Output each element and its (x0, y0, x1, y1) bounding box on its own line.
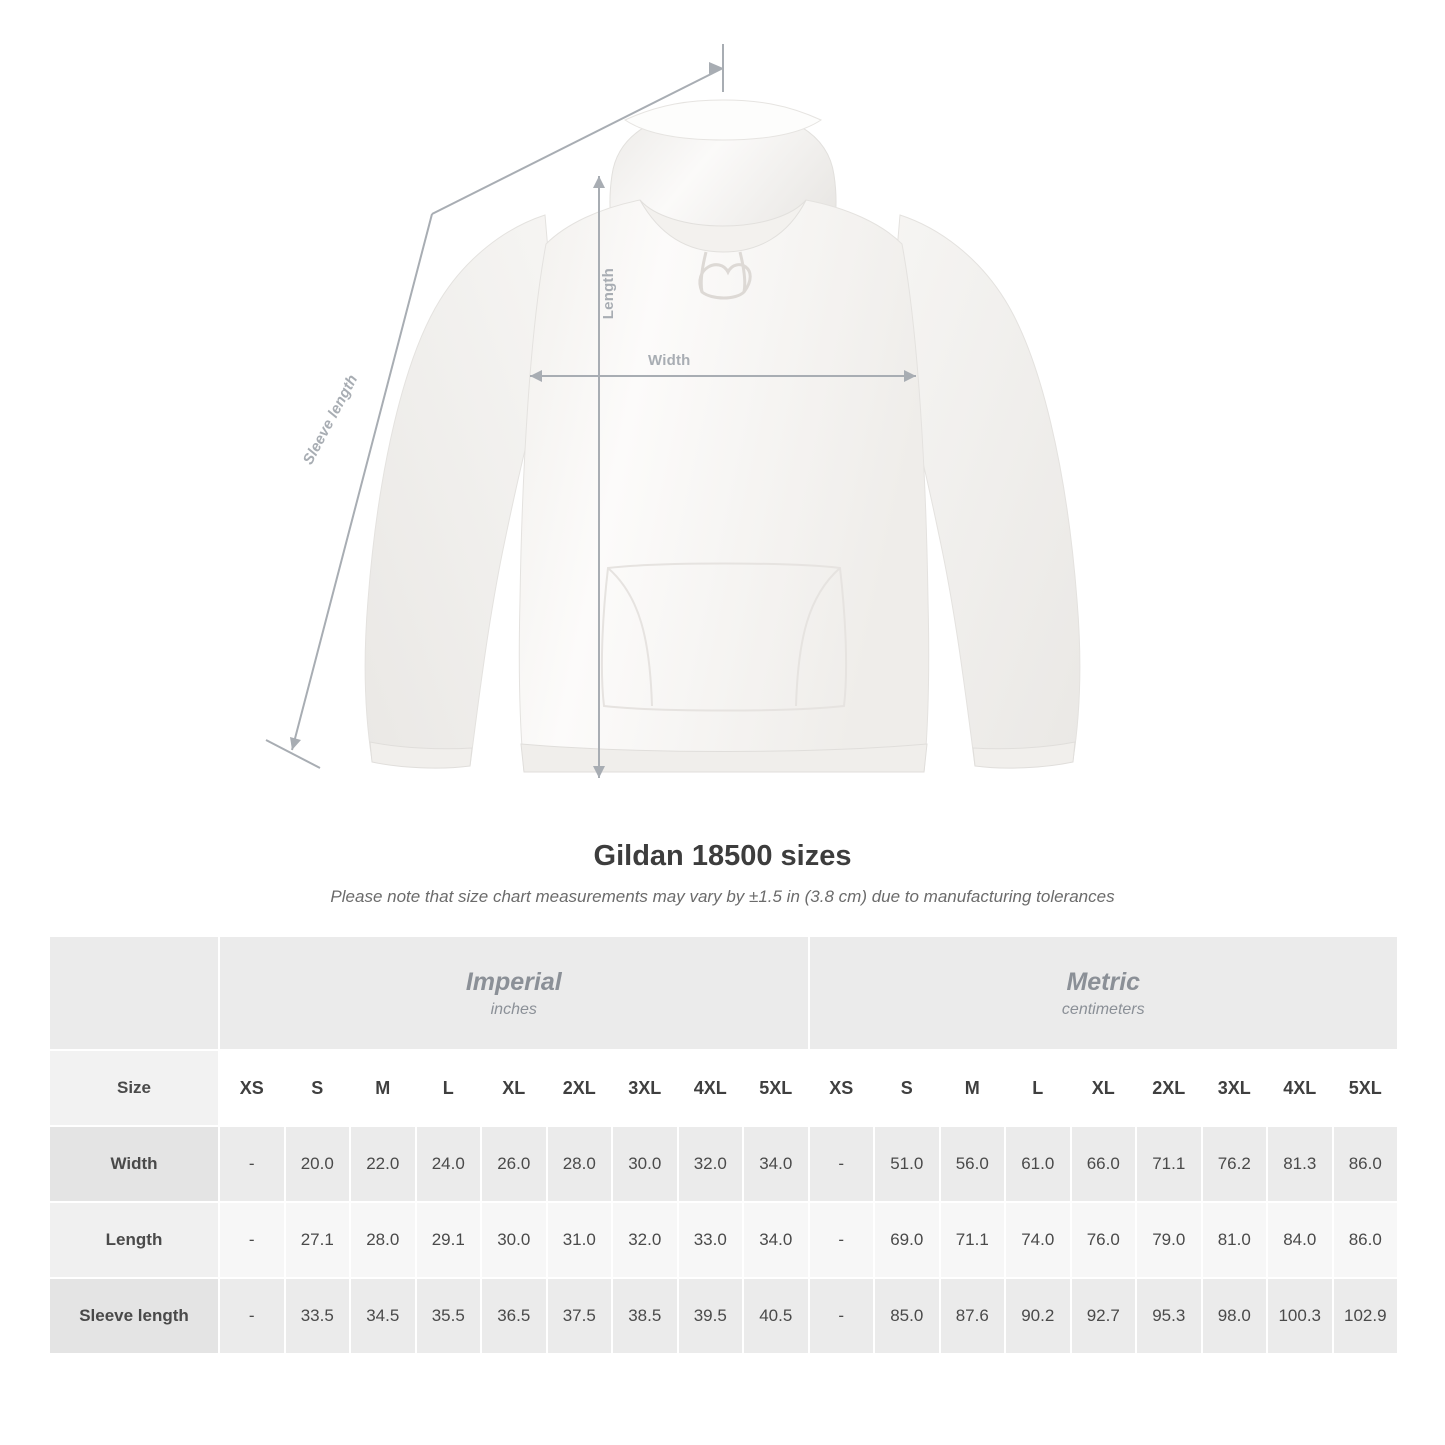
cell-width-metric-3xl: 76.2 (1202, 1126, 1268, 1202)
imperial-unit-header (219, 936, 809, 1050)
cell-width-metric-m: 56.0 (940, 1126, 1006, 1202)
cell-width-imperial-m: 22.0 (350, 1126, 416, 1202)
cell-length-metric-xl: 76.0 (1071, 1202, 1137, 1278)
size-header-imperial-xl: XL (481, 1050, 547, 1126)
cell-width-metric-xl: 66.0 (1071, 1126, 1137, 1202)
cell-width-imperial-5xl: 34.0 (743, 1126, 809, 1202)
cell-sleeve-metric-l: 90.2 (1005, 1278, 1071, 1354)
cell-sleeve-imperial-2xl: 37.5 (547, 1278, 613, 1354)
imperial-unit-name: Imperial (465, 968, 562, 997)
sleeve-length-dimension-label: Sleeve length (299, 371, 362, 468)
imperial-unit-sub: inches (490, 1000, 537, 1018)
size-header-metric-l: L (1005, 1050, 1071, 1126)
row-label-sleeve-length: Sleeve length (49, 1278, 219, 1354)
size-header-metric-2xl: 2XL (1136, 1050, 1202, 1126)
cell-width-metric-l: 61.0 (1005, 1126, 1071, 1202)
size-header-metric-3xl: 3XL (1202, 1050, 1268, 1126)
cell-length-imperial-xl: 30.0 (481, 1202, 547, 1278)
size-header-row (49, 1050, 1398, 1126)
row-label-length: Length (49, 1202, 219, 1278)
cell-length-imperial-xs: - (219, 1202, 285, 1278)
size-chart-table (48, 935, 1399, 1355)
size-header-imperial-2xl: 2XL (547, 1050, 613, 1126)
cell-length-imperial-4xl: 33.0 (678, 1202, 744, 1278)
table-row-length (49, 1202, 1398, 1278)
cell-length-metric-s: 69.0 (874, 1202, 940, 1278)
cell-sleeve-metric-xl: 92.7 (1071, 1278, 1137, 1354)
row-label-width: Width (49, 1126, 219, 1202)
cell-width-imperial-s: 20.0 (285, 1126, 351, 1202)
cell-length-metric-4xl: 84.0 (1267, 1202, 1333, 1278)
size-header-metric-xs: XS (809, 1050, 875, 1126)
cell-width-imperial-xs: - (219, 1126, 285, 1202)
cell-length-imperial-2xl: 31.0 (547, 1202, 613, 1278)
size-header-imperial-3xl: 3XL (612, 1050, 678, 1126)
cell-length-metric-xs: - (809, 1202, 875, 1278)
cell-sleeve-metric-3xl: 98.0 (1202, 1278, 1268, 1354)
size-header-metric-5xl: 5XL (1333, 1050, 1399, 1126)
cell-sleeve-imperial-xs: - (219, 1278, 285, 1354)
cell-sleeve-metric-2xl: 95.3 (1136, 1278, 1202, 1354)
size-header-metric-xl: XL (1071, 1050, 1137, 1126)
cell-sleeve-metric-xs: - (809, 1278, 875, 1354)
table-row-sleeve-length (49, 1278, 1398, 1354)
cell-width-imperial-4xl: 32.0 (678, 1126, 744, 1202)
cell-width-imperial-l: 24.0 (416, 1126, 482, 1202)
size-header-imperial-m: M (350, 1050, 416, 1126)
cell-width-imperial-xl: 26.0 (481, 1126, 547, 1202)
cell-width-metric-s: 51.0 (874, 1126, 940, 1202)
cell-length-metric-l: 74.0 (1005, 1202, 1071, 1278)
units-corner-cell (49, 936, 219, 1050)
size-header-metric-s: S (874, 1050, 940, 1126)
length-dimension-label: Length (600, 268, 617, 320)
measurement-note: Please note that size chart measurements may vary by ±1.5 in (3.8 cm) due to manufacturing tolerances (330, 887, 1115, 906)
cell-sleeve-imperial-l: 35.5 (416, 1278, 482, 1354)
size-header-metric-4xl: 4XL (1267, 1050, 1333, 1126)
metric-unit-header (809, 936, 1399, 1050)
cell-length-metric-3xl: 81.0 (1202, 1202, 1268, 1278)
cell-width-metric-2xl: 71.1 (1136, 1126, 1202, 1202)
size-header-imperial-4xl: 4XL (678, 1050, 744, 1126)
size-header-imperial-s: S (285, 1050, 351, 1126)
cell-sleeve-imperial-m: 34.5 (350, 1278, 416, 1354)
cell-length-imperial-s: 27.1 (285, 1202, 351, 1278)
cell-length-metric-5xl: 86.0 (1333, 1202, 1399, 1278)
metric-unit-name: Metric (1066, 968, 1141, 997)
cell-length-imperial-3xl: 32.0 (612, 1202, 678, 1278)
cell-width-imperial-2xl: 28.0 (547, 1126, 613, 1202)
cell-sleeve-imperial-s: 33.5 (285, 1278, 351, 1354)
cell-length-imperial-m: 28.0 (350, 1202, 416, 1278)
size-header-imperial-l: L (416, 1050, 482, 1126)
cell-width-metric-4xl: 81.3 (1267, 1126, 1333, 1202)
cell-width-metric-5xl: 86.0 (1333, 1126, 1399, 1202)
title-block (0, 840, 1445, 907)
units-header-row (49, 936, 1398, 1050)
size-header-imperial-5xl: 5XL (743, 1050, 809, 1126)
cell-sleeve-imperial-5xl: 40.5 (743, 1278, 809, 1354)
cell-width-imperial-3xl: 30.0 (612, 1126, 678, 1202)
cell-length-imperial-5xl: 34.0 (743, 1202, 809, 1278)
width-dimension-label: Width (648, 352, 691, 369)
cell-length-metric-m: 71.1 (940, 1202, 1006, 1278)
size-header-imperial-xs: XS (219, 1050, 285, 1126)
table-row-width (49, 1126, 1398, 1202)
cell-sleeve-imperial-4xl: 39.5 (678, 1278, 744, 1354)
size-table-wrapper (48, 935, 1397, 1355)
cell-sleeve-metric-5xl: 102.9 (1333, 1278, 1399, 1354)
cell-sleeve-metric-s: 85.0 (874, 1278, 940, 1354)
cell-sleeve-metric-4xl: 100.3 (1267, 1278, 1333, 1354)
cell-sleeve-imperial-xl: 36.5 (481, 1278, 547, 1354)
cell-sleeve-metric-m: 87.6 (940, 1278, 1006, 1354)
cell-width-metric-xs: - (809, 1126, 875, 1202)
size-corner-label: Size (49, 1050, 219, 1126)
metric-unit-sub: centimeters (1061, 1000, 1145, 1018)
cell-sleeve-imperial-3xl: 38.5 (612, 1278, 678, 1354)
page-title: Gildan 18500 sizes (593, 840, 852, 872)
cell-length-imperial-l: 29.1 (416, 1202, 482, 1278)
size-header-metric-m: M (940, 1050, 1006, 1126)
cell-length-metric-2xl: 79.0 (1136, 1202, 1202, 1278)
